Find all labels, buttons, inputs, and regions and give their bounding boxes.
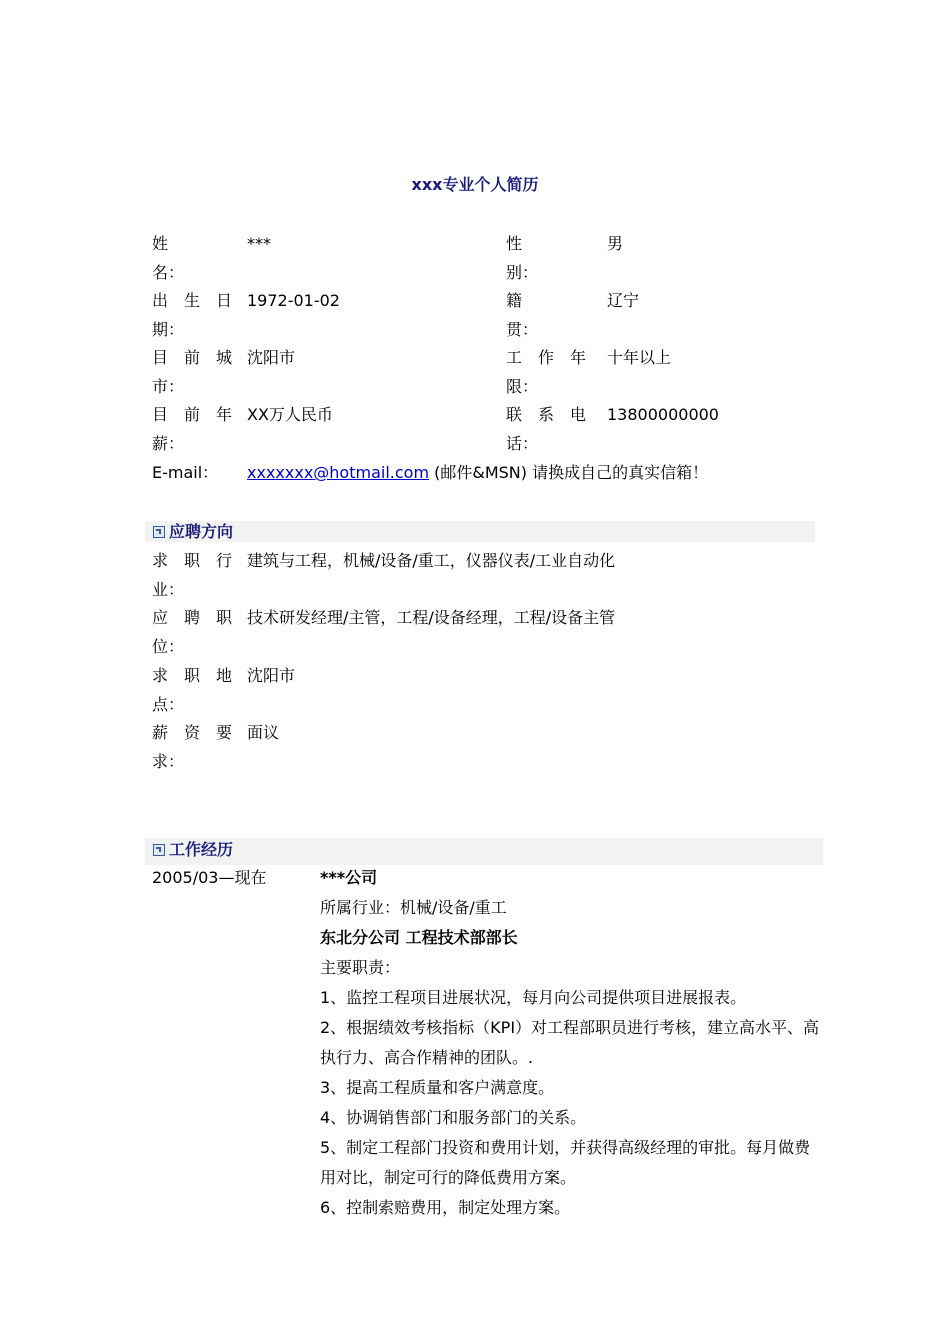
company-name: ***公司 bbox=[320, 868, 378, 887]
section-arrow-icon bbox=[153, 844, 165, 856]
duty-item: 1、监控工程项目进展状况，每月向公司提供项目进展报表。 bbox=[320, 988, 747, 1007]
gender-label: 性 别： bbox=[506, 234, 539, 282]
years-label: 工 作 年 限： bbox=[506, 348, 587, 396]
duty-item: 3、提高工程质量和客户满意度。 bbox=[320, 1078, 555, 1097]
intent-label-position: 应 聘 职 位： bbox=[152, 608, 233, 656]
native-value: 辽宁 bbox=[607, 291, 640, 310]
gender-value: 男 bbox=[607, 234, 624, 253]
job-position: 东北分公司 工程技术部部长 bbox=[320, 928, 518, 947]
years-value: 十年以上 bbox=[607, 348, 672, 367]
section-arrow-icon bbox=[153, 526, 165, 538]
duties-label: 主要职责： bbox=[320, 958, 401, 977]
duty-item: 2、根据绩效考核指标（KPI）对工程部职员进行考核，建立高水平、高执行力、高合作精神的团队。. bbox=[320, 1018, 820, 1067]
email-row bbox=[247, 458, 807, 487]
experience-section-header bbox=[145, 838, 823, 865]
name-value: *** bbox=[247, 234, 271, 253]
intent-label-industry: 求 职 行 业： bbox=[152, 551, 233, 599]
duty-item: 6、控制索赔费用，制定处理方案。 bbox=[320, 1198, 571, 1217]
intent-value-position: 技术研发经理/主管，工程/设备经理，工程/设备主管 bbox=[247, 608, 616, 627]
salary-value: XX万人民币 bbox=[247, 405, 333, 424]
email-note: (邮件&MSN) 请换成自己的真实信箱！ bbox=[429, 463, 709, 482]
intent-label-location: 求 职 地 点： bbox=[152, 666, 233, 714]
birth-label: 出 生 日 期： bbox=[152, 291, 233, 339]
experience-period: 2005/03—现在 bbox=[152, 868, 267, 887]
city-value: 沈阳市 bbox=[247, 348, 296, 367]
email-link[interactable]: xxxxxxx@hotmail.com bbox=[247, 463, 430, 482]
intent-value-salary: 面议 bbox=[247, 723, 280, 742]
phone-value: 13800000000 bbox=[607, 405, 719, 424]
salary-label: 目 前 年 薪： bbox=[152, 405, 233, 453]
city-label: 目 前 城 市： bbox=[152, 348, 233, 396]
industry: 所属行业：机械/设备/重工 bbox=[320, 898, 507, 917]
native-label: 籍 贯： bbox=[506, 291, 539, 339]
duty-item: 4、协调销售部门和服务部门的关系。 bbox=[320, 1108, 587, 1127]
experience-heading: 工作经历 bbox=[169, 840, 234, 859]
phone-label: 联 系 电 话： bbox=[506, 405, 587, 453]
page-title: xxx专业个人简历 bbox=[411, 175, 539, 194]
duty-item: 5、制定工程部门投资和费用计划，并获得高级经理的审批。每月做费用对比，制定可行的降低费用方案。 bbox=[320, 1138, 811, 1187]
email-label: E-mail： bbox=[152, 463, 219, 482]
intent-value-location: 沈阳市 bbox=[247, 666, 296, 685]
birth-value: 1972-01-02 bbox=[247, 291, 340, 310]
intent-section-header bbox=[145, 521, 815, 542]
intent-heading: 应聘方向 bbox=[169, 522, 234, 541]
intent-value-industry: 建筑与工程，机械/设备/重工，仪器仪表/工业自动化 bbox=[247, 551, 616, 570]
experience-detail bbox=[320, 863, 820, 1223]
intent-label-salary: 薪 资 要 求： bbox=[152, 723, 233, 771]
name-label: 姓 名： bbox=[152, 234, 185, 282]
